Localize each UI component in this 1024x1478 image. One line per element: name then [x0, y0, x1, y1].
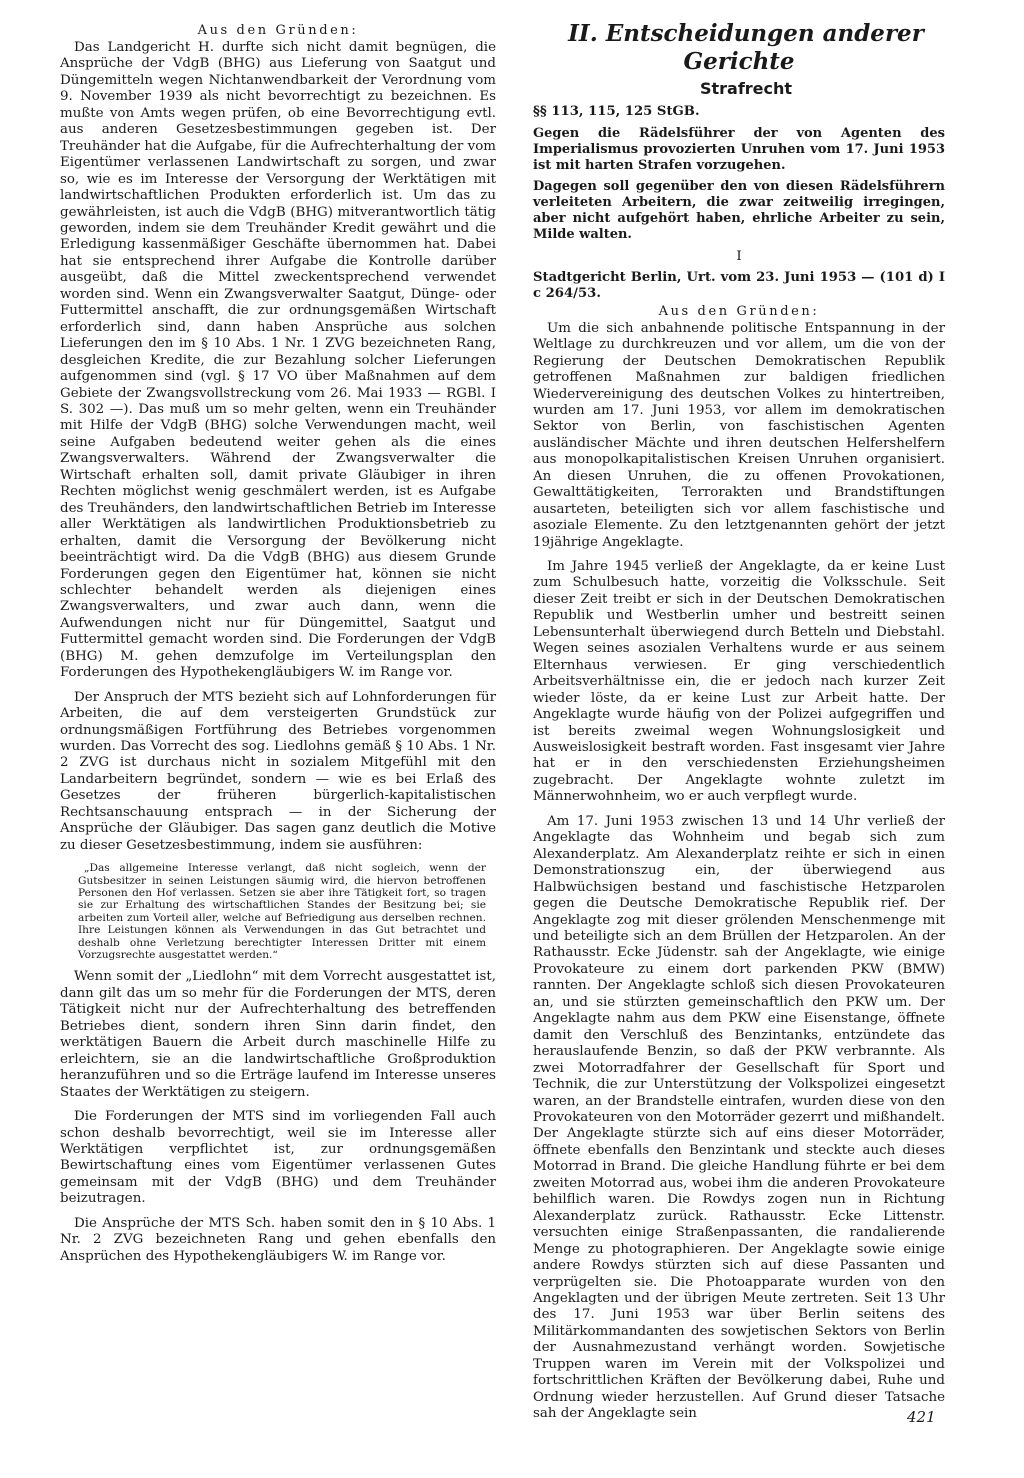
section-title: II. Entscheidungen anderer Gerichte [568, 20, 924, 75]
headnote: Dagegen soll gegenüber den von diesen Rädelsführern verleiteten Arbeitern, die zwar zeitweilig irregingen, aber nicht aufgehört haben, ehrliche Arbeiter zu sein, Milde walten. [533, 178, 945, 243]
body-paragraph: Der Anspruch der MTS bezieht sich auf Lohnforderungen für Arbeiten, die auf dem versteigerten Grundstück zur ordnungsmäßigen Fortführung des Betriebes vorgenommen wurden. Das Vorrecht des sog. Liedlohns gemäß § 10 Abs. 1 Nr. 2 ZVG ist durchaus nicht in sozialem Mitgefühl mit den Landarbeitern begründet, sondern — wie es bei Erlaß des Gesetzes der früheren bürgerlich-kapitalistischen Rechtsanschauung entsprach — in der Sicherung der Ansprüche der Gläubiger. Das sagen ganz deutlich die Motive zu dieser Gesetzesbestimmung, indem sie ausführen: [60, 689, 496, 853]
right-column [533, 22, 945, 1423]
body-paragraph: Das Landgericht H. durfte sich nicht damit begnügen, die Ansprüche der VdgB (BHG) aus Lieferung von Saatgut und Düngemitteln wegen Nichtanwendbarkeit der Verordnung vom 9. November 1939 als nicht bevorrechtigt zu bezeichnen. Es mußte von Amts wegen prüfen, ob eine Bevorrechtigung evtl. aus anderen Gesetzesbestimmungen gegeben ist. Der Treuhänder hat die Aufgabe, für die Aufrechterhaltung der vom Eigentümer verlassenen Landwirtschaft zu sorgen, und zwar so, wie es im Interesse der Versorgung der Werktätigen mit landwirtschaftlichen Produkten erforderlich ist. Um das zu gewährleisten, ist auch die VdgB (BHG) mitverantwortlich tätig geworden, indem sie dem Treuhänder Kredit gewährt und die Erledigung kassenmäßiger Geschäfte übernommen hat. Dabei hat sie entsprechend ihrer Aufgabe die Kontrolle darüber ausgeübt, daß die Mittel zweckentsprechend verwendet worden sind. Wenn ein Zwangsverwalter Saatgut, Dünge- oder Futtermittel anschafft, die zur ordnungsgemäßen Wirtschaft erforderlich sind, dann haben Ansprüche aus solchen Lieferungen den im § 10 Abs. 1 Nr. 1 ZVG bezeichneten Rang, desgleichen Kredite, die zur Bezahlung solcher Lieferungen aufgenommen sind (vgl. § 17 VO über Maßnahmen auf dem Gebiete der Zwangsvollstreckung vom 26. Mai 1933 — RGBl. I S. 302 —). Das muß um so mehr gelten, wenn ein Treuhänder mit Hilfe der VdgB (BHG) solche Verwendungen macht, weil seine Aufgaben bedeutend weiter gehen als die eines Zwangsverwalters. Während der Zwangsverwalter die Wirtschaft erhalten soll, damit private Gläubiger in ihren Rechten möglichst wenig geschmälert werden, ist es Aufgabe des Treuhänders, den landwirtschaftlichen Betrieb im Interesse aller Werktätigen als landwirtlichen Produktionsbetrieb zu erhalten, damit die Versorgung der Bevölkerung nicht beeinträchtigt wird. Da die VdgB (BHG) aus diesem Grunde Forderungen gegen den Eigentümer hat, können sie nicht schlechter behandelt werden als diejenigen eines Zwangsverwalters, und zwar auch dann, wenn die Aufwendungen nicht nur für Düngemittel, Saatgut und Futtermittel gemacht worden sind. Die Forderungen der VdgB (BHG) M. gehen demzufolge im Verteilungsplan den Forderungen des Hypothekengläubigers W. im Range vor. [60, 40, 496, 681]
case-number-roman: I [736, 249, 742, 265]
statute-reference: §§ 113, 115, 125 StGB. [533, 104, 700, 119]
court-citation: Stadtgericht Berlin, Urt. vom 23. Juni 1953 — (101 d) I c 264/53. [533, 269, 945, 302]
body-paragraph: Im Jahre 1945 verließ der Angeklagte, da er keine Lust zum Schulbesuch hatte, vorzeitig die Volksschule. Seit dieser Zeit treibt er sich in der Deutschen Demokratischen Republik und Westberlin umher und bestreitt seinen Lebensunterhalt überwiegend durch Betteln und Diebstahl. Wegen seines asozialen Verhaltens wurde er aus seinem Elternhaus verwiesen. Er ging verschiedentlich Arbeitsverhältnisse ein, die er jedoch nach kurzer Zeit wieder löste, da er keine Lust zur Arbeit hatte. Der Angeklagte wurde häufig von der Polizei aufgegriffen und ist bereits zweimal wegen Wohnungslosigkeit und Ausweislosigkeit bestraft worden. Fast insgesamt vier Jahre hat er in den verschiedensten Erziehungsheimen zugebracht. Der Angeklagte wohnte zuletzt im Männerwohnheim, wo er auch verpflegt wurde. [533, 559, 945, 805]
left-column [60, 22, 496, 1265]
body-paragraph: Wenn somit der „Liedlohn“ mit dem Vorrecht ausgestattet ist, dann gilt das um so mehr für die Forderungen der MTS, deren Tätigkeit nicht nur der Aufrechterhaltung des betreffenden Betriebes dient, sondern ihren Sinn darin findet, den werktätigen Bauern die Arbeit durch maschinelle Hilfe zu erleichtern, sie an die landwirtschaftliche Großproduktion heranzuführen und so die Erträge laufend im Interesse unseres Staates der Werktätigen zu steigern. [60, 969, 496, 1100]
section-heading: Aus den Gründen: [658, 303, 820, 319]
block-quote: „Das allgemeine Interesse verlangt, daß nicht sogleich, wenn der Gutsbesitzer in seinen Leistungen säumig wird, die hiervon betroffenen Personen den Hof verlassen. Setzen sie aber ihre Tätigkeit fort, so tragen sie zur Erhaltung des wirtschaftlichen Standes der Besitzung bei; sie arbeiten zum Vorteil aller, welche auf Befriedigung aus derselben rechnen. Ihre Leistungen können als Verwendungen in das Gut betrachtet und deshalb ohne Verletzung berechtigter Interessen Dritter mit einem Vorzugsrechte ausgestattet werden.“ [78, 862, 486, 962]
section-subtitle: Strafrecht [699, 79, 793, 98]
body-paragraph: Die Forderungen der MTS sind im vorliegenden Fall auch schon deshalb bevorrechtigt, weil sie im Interesse aller Werktätigen verpflichtet ist, zur ordnungsgemäßen Bewirtschaftung eines vom Eigentümer verlassenen Gutes gemeinsam mit der VdgB (BHG) und dem Treuhänder beizutragen. [60, 1109, 496, 1207]
body-paragraph: Die Ansprüche der MTS Sch. haben somit den in § 10 Abs. 1 Nr. 2 ZVG bezeichneten Rang und gehen ebenfalls den Ansprüchen des Hypothekengläubigers W. im Range vor. [60, 1215, 496, 1264]
body-paragraph: Am 17. Juni 1953 zwischen 13 und 14 Uhr verließ der Angeklagte das Wohnheim und begab sich zum Alexanderplatz. Am Alexanderplatz reihte er sich in einen Demonstrationszug ein, der überwiegend aus Halbwüchsigen bestand und faschistische Hetzparolen gegen die Deutsche Demokratische Republik rief. Der Angeklagte zog mit dieser grölenden Menschenmenge mit und beteiligte sich an dem Brüllen der Hetzparolen. An der Rathausstr. Ecke Jüdenstr. sah der Angeklagte, wie einige Provokateure zu einem dort parkenden PKW (BMW) rannten. Der Angeklagte schloß sich diesen Provokateuren an, und sie stürzten gemeinschaftlich den PKW um. Der Angeklagte nahm aus dem PKW eine Eisenstange, öffnete damit den Verschluß des Benzintanks, entzündete das herauslaufende Benzin, so daß der PKW verbrannte. Als zwei Motorradfahrer der Gesellschaft für Sport und Technik, die zur Unterstützung der Volkspolizei eingesetzt waren, an der Brandstelle eintrafen, wurden diese von den Provokateuren von den Motorräder gezerrt und mißhandelt. Der Angeklagte stürzte sich auf eins dieser Motorräder, öffnete ebenfalls den Benzintank und steckte auch dieses Motorrad in Brand. Die gleiche Handlung führte er bei dem zweiten Motorrad aus, wobei ihm die anderen Provokateure behilflich waren. Die Rowdys zogen nun in Richtung Alexanderplatz zurück. Rathausstr. Ecke Littenstr. versuchten einige Straßenpassanten, die randalierende Menge zu photographieren. Der Angeklagte sowie einige andere Rowdys stürzten sich auf diese Passanten und verprügelten sie. Die Photoapparate wurden von den Angeklagten und der übrigen Meute zertreten. Seit 13 Uhr des 17. Juni 1953 war über Berlin seitens des Militärkommandanten des sowjetischen Sektors von Berlin der Ausnahmezustand verhängt worden. Sowjetische Truppen waren im Verein mit der Volkspolizei und fortschrittlichen Kräften der Bevölkerung dabei, Ruhe und Ordnung wieder herzustellen. Auf Grund dieser Tatsache sah der Angeklagte sein [533, 813, 945, 1422]
page-number: 421 [907, 1408, 936, 1426]
body-paragraph: Um die sich anbahnende politische Entspannung in der Weltlage zu durchkreuzen und vor allem, um die von der Regierung der Deutschen Demokratischen Republik getroffenen Maßnahmen zur baldigen friedlichen Wiedervereinigung des deutschen Volkes zu hintertreiben, wurden am 17. Juni 1953, vor allem im demokratischen Sektor von Berlin, von faschistischen Agenten ausländischer Mächte und ihren deutschen Helfershelfern aus monopolkapitalistischen Kreisen Unruhen organisiert. An diesen Unruhen, die zu offenen Provokationen, Gewalttätigkeiten, Terrorakten und Brandstiftungen ausarteten, beteiligten sich vor allem faschistische und asoziale Elemente. Zu den letztgenannten gehört der jetzt 19jährige Angeklagte. [533, 320, 945, 550]
section-heading: Aus den Gründen: [197, 23, 359, 38]
headnote: Gegen die Rädelsführer der von Agenten des Imperialismus provozierten Unruhen vom 17. Juni 1953 ist mit harten Strafen vorzugehen. [533, 126, 945, 174]
